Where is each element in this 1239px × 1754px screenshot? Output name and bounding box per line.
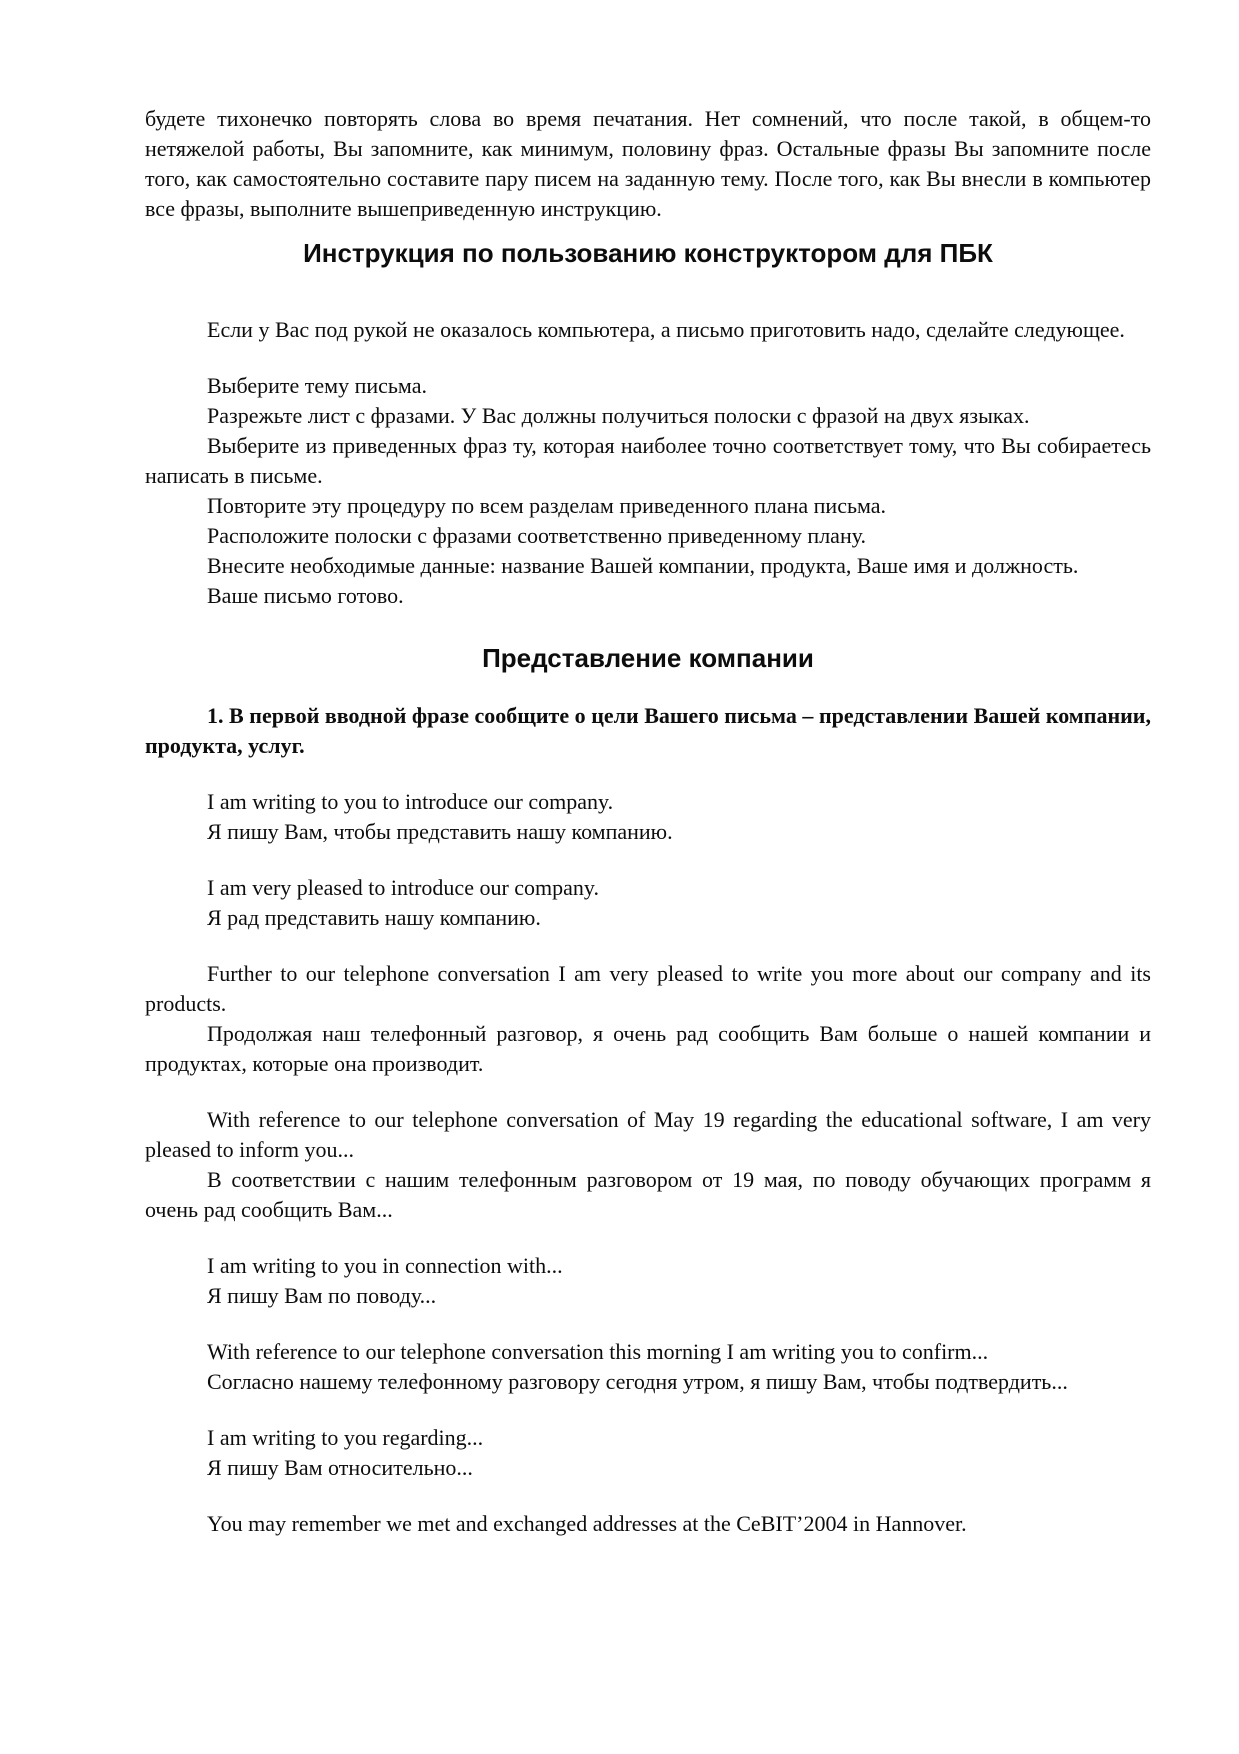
phrase-russian: Согласно нашему телефонному разговору сегодня утром, я пишу Вам, чтобы подтвердить... [207,1369,1068,1394]
instruction-step: Выберите из приведенных фраз ту, которая наиболее точно соответствует тому, что Вы собираетесь написать в письме. [145,433,1151,488]
phrase-pair [145,787,1151,847]
phrase-english: With reference to our telephone conversation of May 19 regarding the educational software, I am very pleased to inform you... [145,1107,1151,1162]
blank-line [145,345,1151,371]
instruction-step: Выберите тему письма. [207,373,427,398]
phrase-russian: Продолжая наш телефонный разговор, я очень рад сообщить Вам больше о нашей компании и продуктах, которые она производит. [145,1021,1151,1076]
phrase-english: With reference to our telephone conversation this morning I am writing you to confirm... [207,1339,989,1364]
phrase-english: You may remember we met and exchanged addresses at the CeBIT’2004 in Hannover. [207,1511,967,1536]
phrase-pair [145,873,1151,933]
phrase-pair [145,1337,1151,1397]
phrase-russian: Я рад представить нашу компанию. [207,905,541,930]
instruction-step: Разрежьте лист с фразами. У Вас должны получиться полоски с фразой на двух языках. [207,403,1030,428]
phrase-pair [145,1509,1151,1539]
point-1-instruction: 1. В первой вводной фразе сообщите о цели Вашего письма – представлении Вашей компании, продукта, услуг. [145,703,1151,758]
phrase-english: I am writing to you regarding... [207,1425,484,1450]
instruction-step: Внесите необходимые данные: название Вашей компании, продукта, Ваше имя и должность. [207,553,1079,578]
phrase-pair [145,959,1151,1079]
phrase-russian: Я пишу Вам, чтобы представить нашу компанию. [207,819,673,844]
phrase-pair [145,1105,1151,1225]
phrase-russian: Я пишу Вам по поводу... [207,1283,437,1308]
instruction-steps [145,371,1151,611]
instruction-step: Повторите эту процедуру по всем разделам приведенного плана письма. [207,493,887,518]
phrase-english: I am writing to you in connection with... [207,1253,563,1278]
phrase-russian: В соответствии с нашим телефонным разговором от 19 мая, по поводу обучающих программ я очень рад сообщить Вам... [145,1167,1151,1222]
phrase-pairs [145,787,1151,1539]
continued-paragraph: будете тихонечко повторять слова во время печатания. Нет сомнений, что после такой, в общем-то нетяжелой работы, Вы запомните, как минимум, половину фраз. Остальные фразы Вы запомните после того, как самостоятельно составите пару писем на заданную тему. После того, как Вы внесли в компьютер все фразы, выполните вышеприведенную инструкцию. [145,106,1151,221]
instruction-intro: Если у Вас под рукой не оказалось компьютера, а письмо приготовить надо, сделайте следующее. [207,317,1125,342]
section-heading-instruction: Инструкция по пользованию конструктором для ПБК [303,238,993,268]
phrase-english: Further to our telephone conversation I am very pleased to write you more about our company and its products. [145,961,1151,1016]
phrase-russian: Я пишу Вам относительно... [207,1455,473,1480]
phrase-english: I am very pleased to introduce our company. [207,875,599,900]
phrase-pair [145,1423,1151,1483]
phrase-english: I am writing to you to introduce our company. [207,789,614,814]
phrase-pair [145,1251,1151,1311]
instruction-step: Расположите полоски с фразами соответственно приведенному плану. [207,523,867,548]
instruction-step: Ваше письмо готово. [207,583,404,608]
section-heading-company-presentation: Представление компании [482,643,814,673]
